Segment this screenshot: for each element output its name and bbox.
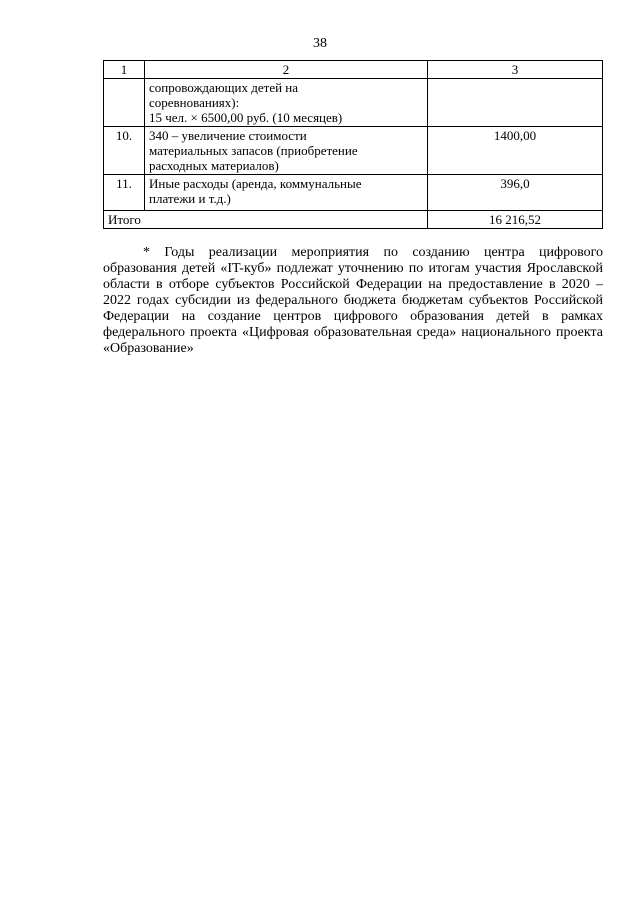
row-description-cell: сопровождающих детей на соревнованиях): 15 чел. × 6500,00 руб. (10 месяцев) bbox=[145, 79, 428, 127]
table-row bbox=[104, 127, 603, 175]
footnote: * Годы реализации мероприятия по созданию центра цифрового образования детей «IT-куб» подлежат уточнению по итогам участия Ярославской области в отборе субъектов Российской Федерации на предоставление в 2020 – 2022 годах субсидии из федерального бюджета бюджетам субъектов Российской Федерации на создание центров цифрового образования детей в рамках федерального проекта «Цифровая образовательная среда» национального проекта «Образование» bbox=[103, 245, 603, 356]
row-amount-cell: 396,0 bbox=[428, 175, 603, 211]
row-description-cell: 340 – увеличение стоимости материальных запасов (приобретение расходных материалов) bbox=[145, 127, 428, 175]
column-header-2: 2 bbox=[145, 61, 428, 79]
row-amount-cell bbox=[428, 79, 603, 127]
row-amount-cell: 1400,00 bbox=[428, 127, 603, 175]
budget-table bbox=[103, 60, 603, 229]
column-header-1: 1 bbox=[104, 61, 145, 79]
total-label: Итого bbox=[104, 211, 428, 229]
row-number-cell bbox=[104, 79, 145, 127]
page-number: 38 bbox=[313, 36, 327, 51]
table-row bbox=[104, 79, 603, 127]
row-description-cell: Иные расходы (аренда, коммунальные платежи и т.д.) bbox=[145, 175, 428, 211]
row-number-cell: 10. bbox=[104, 127, 145, 175]
column-header-3: 3 bbox=[428, 61, 603, 79]
row-number-cell: 11. bbox=[104, 175, 145, 211]
table-row bbox=[104, 175, 603, 211]
table-header-row bbox=[104, 61, 603, 79]
table-total-row bbox=[104, 211, 603, 229]
total-amount: 16 216,52 bbox=[428, 211, 603, 229]
